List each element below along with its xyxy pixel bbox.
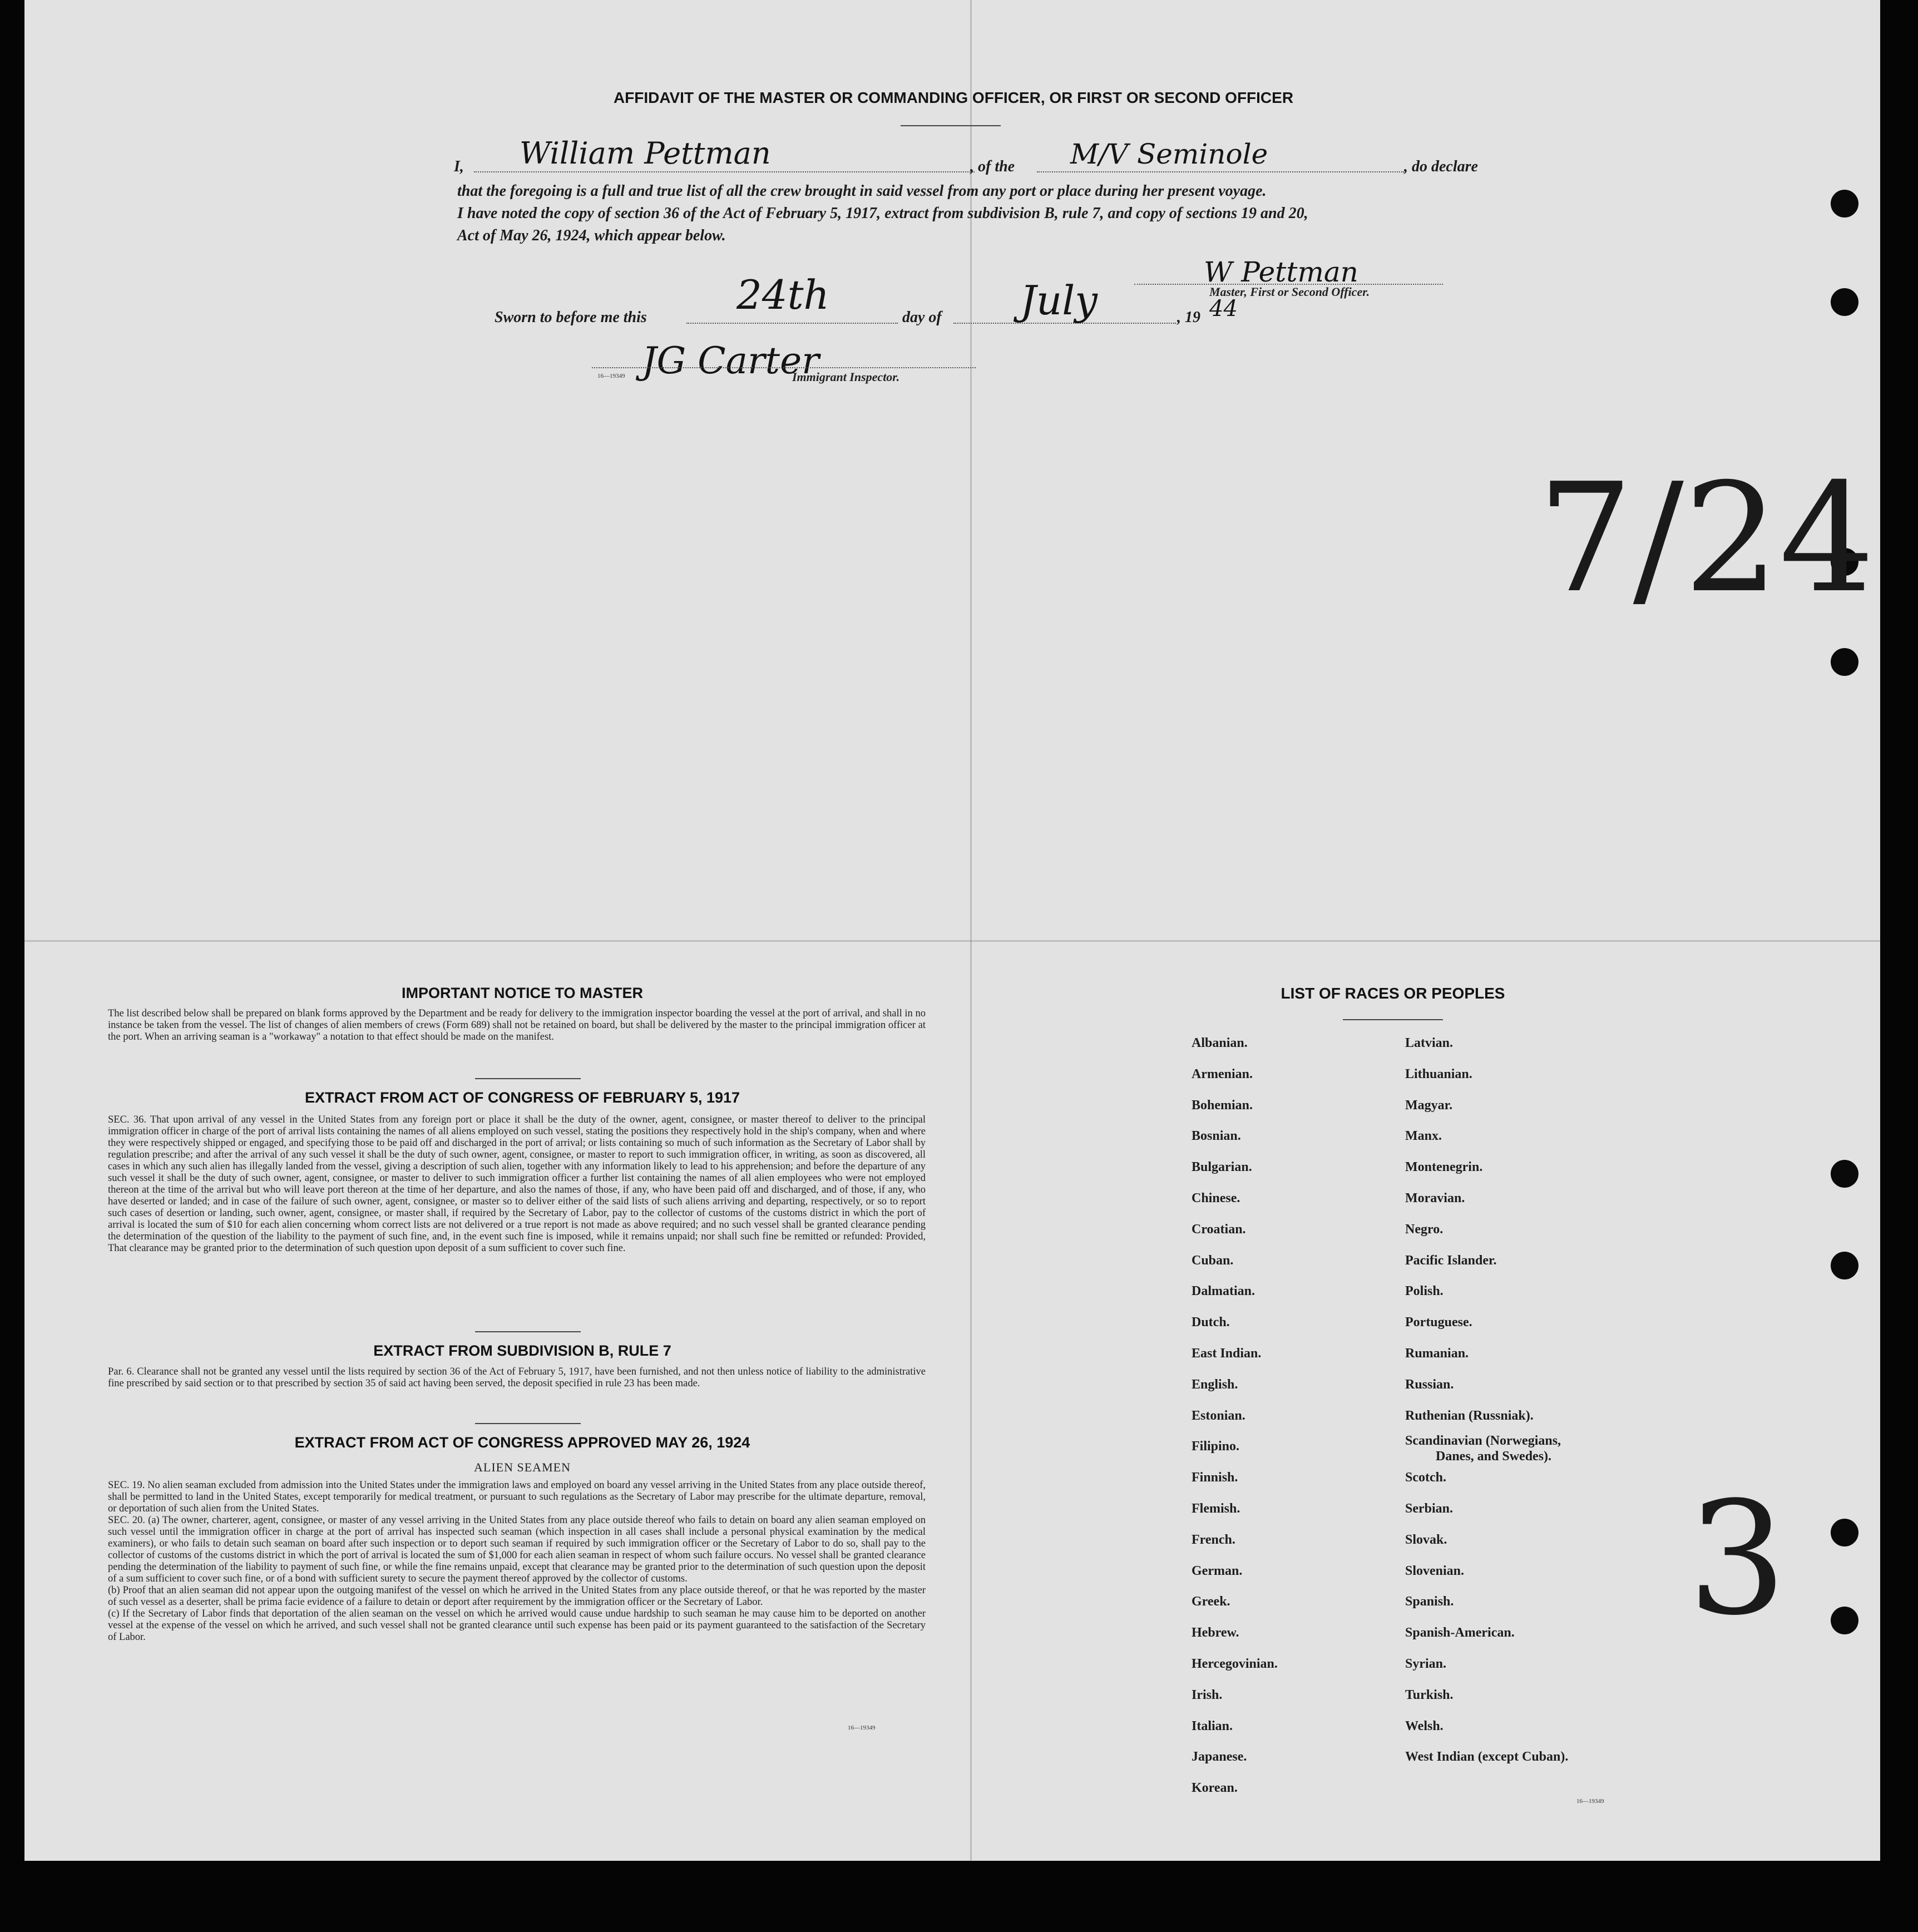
punch-hole-2	[1831, 288, 1858, 316]
section-20a-text: SEC. 20. (a) The owner, charterer, agent, consignee, or master of any vessel arriving in the United States from any place outside thereof who fails to detain on board any alien seaman employed on such vessel until the immigration officer in charge at the port of arrival has inspected such seaman (which inspection in all cases shall include a personal physical examination by the medical examiners), or who fails to detain such seaman on board after such inspection or to deport such seaman if required by such immigration officer or the Secretary of Labor to do so, shall pay to the collector of customs of the customs district in which the port of arrival is located the sum of $1,000 for each alien seaman in respect of whom such failure occurs. No vessel shall be granted clearance pending the determination of the liability to payment of such fine, or while the fine remains unpaid, except that clearance may be granted prior to the determination of such question upon the deposit of a sum sufficient to cover such fine, or of a bond with sufficient surety to secure the payment thereof approved by the collector of customs.	[108, 1515, 926, 1584]
races-title-rule	[1343, 1019, 1443, 1020]
race-item: Chinese.	[1192, 1191, 1240, 1205]
race-item: German.	[1192, 1564, 1243, 1578]
race-item: Spanish.	[1405, 1594, 1454, 1609]
extract-form-number: 16—19349	[848, 1725, 876, 1731]
race-item: Irish.	[1192, 1688, 1223, 1702]
affidavit-line2: that the foregoing is a full and true list of all the crew brought in said vessel from any port or place during her present voyage.	[457, 182, 1267, 200]
race-item: Turkish.	[1405, 1688, 1454, 1702]
extract-1917-title: EXTRACT FROM ACT OF CONGRESS OF FEBRUARY 5, 1917	[304, 1089, 740, 1106]
race-item: Portuguese.	[1405, 1315, 1472, 1330]
sworn-month-handwritten: July	[1020, 277, 1098, 324]
punch-hole-6	[1831, 1252, 1858, 1279]
section-20c-text: (c) If the Secretary of Labor finds that deportation of the alien seaman on the vessel on which he arrived would cause undue hardship to such seaman he may cause him to be deported on another vessel at the expense of the vessel on which he arrived, and such vessel shall not be granted clearance until such expense has been paid or its payment guaranteed to the satisfaction of the Secretary of Labor.	[108, 1608, 926, 1643]
vessel-field-line	[1037, 171, 1404, 172]
race-item: Armenian.	[1192, 1067, 1253, 1081]
affidavit-line1-prefix: I,	[454, 158, 464, 175]
race-item: Negro.	[1405, 1222, 1444, 1237]
inspector-label: Immigrant Inspector.	[792, 370, 900, 384]
race-item: Bulgarian.	[1192, 1160, 1252, 1174]
inspector-signature: JG Carter	[642, 339, 819, 382]
punch-hole-5	[1831, 1160, 1858, 1188]
subdivision-divider	[475, 1423, 581, 1424]
affidavit-form-number: 16—19349	[597, 373, 625, 379]
race-item: Rumanian.	[1405, 1346, 1469, 1361]
extract-1917-text: SEC. 36. That upon arrival of any vessel in the United States from any foreign port or place it shall be the duty of the owner, agent, consignee, or master thereof to deliver to the principal immigration officer in charge of the port of arrival lists containing the names of all aliens employed on such vessel, stating the positions they respectively hold in the ship's company, when and where they were respectively shipped or engaged, and specifying those to be paid off and discharged in the port of arrival; or lists containing so much of such information as the Secretary of Labor shall by regulation prescribe; and after the arrival of any such vessel it shall be the duty of such owner, agent, consignee, or master to report to such immigration officer, in writing, as soon as discovered, all cases in which any such alien has illegally landed from the vessel, giving a description of such alien, together with any information likely to lead to his apprehension; and before the departure of any such vessel it shall be the duty of such owner, agent, consignee, or master to deliver to such immigration officer a further list containing the names of all alien employees who were not employed thereon at the time of the arrival but who will leave port thereon at the time of her departure, and also the names of those, if any, who have been paid off and discharged, and of those, if any, who have deserted or landed; and in case of the failure of such owner, agent, consignee, or master so to deliver either of the said lists of such aliens arriving and departing, respectively, or so to report such cases of desertion or landing, such owner, agent, consignee, or master shall, if required by the Secretary of Labor, pay to the collector of customs of the customs district in which the port of arrival is located the sum of $10 for each alien concerning whom correct lists are not delivered or a true report is not made as above required; and no such vessel shall be granted clearance pending the determination of the question of the liability to the payment of such fine, and, in the event such fine is imposed, while it remains unpaid; nor shall such fine be remitted or refunded: Provided, That clearance may be granted prior to the determination of such question upon deposit of a sum sufficient to cover such fine.	[108, 1114, 926, 1254]
race-item: Italian.	[1192, 1719, 1233, 1733]
punch-hole-4	[1831, 648, 1858, 676]
race-item: Russian.	[1405, 1377, 1454, 1392]
race-item: Lithuanian.	[1405, 1067, 1472, 1081]
section-20b-text: (b) Proof that an alien seaman did not appear upon the outgoing manifest of the vessel on which he arrived in the United States from any place outside thereof, or that he was reported by the master of such vessel as a deserter, shall be prima facie evidence of a failure to detain or deport after requirement by the immigration officer or the Secretary of Labor.	[108, 1585, 926, 1608]
extract-1924-text	[108, 1480, 926, 1643]
race-item: Bohemian.	[1192, 1098, 1253, 1113]
race-item: Finnish.	[1192, 1470, 1238, 1485]
race-item: Latvian.	[1405, 1036, 1454, 1050]
extract-1917-divider	[475, 1331, 581, 1332]
name-field-line	[474, 171, 975, 172]
race-item: Albanian.	[1192, 1036, 1248, 1050]
sworn-day-handwritten: 24th	[736, 271, 829, 318]
affidavit-line4: Act of May 26, 1924, which appear below.	[457, 227, 726, 244]
affidavit-line1-mid: , of the	[970, 158, 1015, 175]
vertical-fold-line	[970, 0, 972, 1861]
race-item: East Indian.	[1192, 1346, 1262, 1361]
race-item: Cuban.	[1192, 1253, 1234, 1268]
race-item: Croatian.	[1192, 1222, 1246, 1237]
race-item: Flemish.	[1192, 1501, 1240, 1516]
affidavit-title-rule	[901, 125, 1001, 126]
race-item: Bosnian.	[1192, 1129, 1241, 1143]
race-item: Montenegrin.	[1405, 1160, 1483, 1174]
race-item: English.	[1192, 1377, 1238, 1392]
affidavit-line1-suffix: , do declare	[1404, 158, 1478, 175]
punch-hole-8	[1831, 1607, 1858, 1634]
day-of-label: day of	[902, 309, 942, 326]
race-item: Estonian.	[1192, 1409, 1245, 1423]
race-item: Serbian.	[1405, 1501, 1454, 1516]
master-signature: W Pettman	[1204, 256, 1358, 288]
notice-title: IMPORTANT NOTICE TO MASTER	[402, 985, 643, 1001]
race-item: Hercegovinian.	[1192, 1657, 1278, 1671]
race-item: Slovenian.	[1405, 1564, 1465, 1578]
punch-hole-7	[1831, 1519, 1858, 1546]
inspector-signature-line	[592, 367, 976, 368]
notice-text: The list described below shall be prepared on blank forms approved by the Department and be ready for delivery to the immigration inspector boarding the vessel at the port of arrival, and shall in no instance be taken from the vessel. The list of changes of alien members of crews (Form 689) shall not be retained on board, but shall be delivered by the master to the principal immigration officer at the port. When an arriving seaman is a "workaway" a notation to that effect should be made on the manifest.	[108, 1008, 926, 1042]
vessel-name-handwritten: M/V Seminole	[1070, 138, 1268, 170]
race-item: West Indian (except Cuban).	[1405, 1750, 1569, 1764]
race-item: Ruthenian (Russniak).	[1405, 1409, 1534, 1423]
race-item: Polish.	[1405, 1284, 1444, 1298]
date-annotation-handwritten: 7/24	[1538, 451, 1875, 626]
race-item: Welsh.	[1405, 1719, 1444, 1733]
race-item: Dalmatian.	[1192, 1284, 1255, 1298]
sworn-year-handwritten: 44	[1209, 296, 1238, 322]
affidavit-title: AFFIDAVIT OF THE MASTER OR COMMANDING OFFICER, OR FIRST OR SECOND OFFICER	[613, 89, 1294, 106]
race-item: Danes, and Swedes).	[1436, 1449, 1552, 1464]
race-item: Syrian.	[1405, 1657, 1447, 1671]
race-item: Hebrew.	[1192, 1625, 1239, 1640]
subdivision-text: Par. 6. Clearance shall not be granted any vessel until the lists required by section 36 of the Act of February 5, 1917, have been furnished, and not then unless notice of liability to the administrative fine prescribed by said section or to that prescribed by section 35 of said act having been served, the deposit specified in rule 23 has been made.	[108, 1366, 926, 1389]
races-form-number: 16—19349	[1576, 1798, 1604, 1805]
extract-1924-title: EXTRACT FROM ACT OF CONGRESS APPROVED MAY 26, 1924	[294, 1434, 750, 1451]
sworn-label: Sworn to before me this	[495, 309, 647, 326]
affidavit-line3: I have noted the copy of section 36 of the Act of February 5, 1917, extract from subdivision B, rule 7, and copy of sections 19 and 20,	[457, 205, 1308, 222]
race-item: Spanish-American.	[1405, 1625, 1515, 1640]
race-item: Slovak.	[1405, 1533, 1447, 1547]
signature-label: Master, First or Second Officer.	[1209, 285, 1370, 299]
page-number-handwritten: 3	[1688, 1469, 1787, 1650]
race-item: Scandinavian (Norwegians,	[1405, 1434, 1561, 1448]
race-item: Pacific Islander.	[1405, 1253, 1497, 1268]
horizontal-fold-line	[24, 940, 1880, 942]
race-item: Dutch.	[1192, 1315, 1230, 1330]
sworn-day-line	[686, 323, 898, 324]
year-prefix-label: , 19	[1177, 309, 1200, 326]
alien-seamen-subtitle: ALIEN SEAMEN	[474, 1460, 571, 1474]
section-19-text: SEC. 19. No alien seaman excluded from admission into the United States under the immigration laws and employed on board any vessel arriving in the United States from any place outside thereof, shall be permitted to land in the United States, except temporarily for medical treatment, or pursuant to such regulations as the Secretary of Labor may prescribe for the ultimate departure, removal, or deportation of such alien from the United States.	[108, 1480, 926, 1514]
races-title: LIST OF RACES OR PEOPLES	[1281, 985, 1505, 1002]
subdivision-title: EXTRACT FROM SUBDIVISION B, RULE 7	[373, 1342, 671, 1359]
race-item: Magyar.	[1405, 1098, 1453, 1113]
notice-divider	[475, 1078, 581, 1079]
race-item: Moravian.	[1405, 1191, 1465, 1205]
race-item: Scotch.	[1405, 1470, 1446, 1485]
race-item: Japanese.	[1192, 1750, 1247, 1764]
race-item: Filipino.	[1192, 1439, 1240, 1454]
race-item: Greek.	[1192, 1594, 1230, 1609]
document-sheet	[24, 0, 1880, 1861]
race-item: Korean.	[1192, 1781, 1238, 1795]
master-name-handwritten: William Pettman	[520, 136, 771, 171]
punch-hole-1	[1831, 190, 1858, 218]
race-item: Manx.	[1405, 1129, 1442, 1143]
race-item: French.	[1192, 1533, 1235, 1547]
